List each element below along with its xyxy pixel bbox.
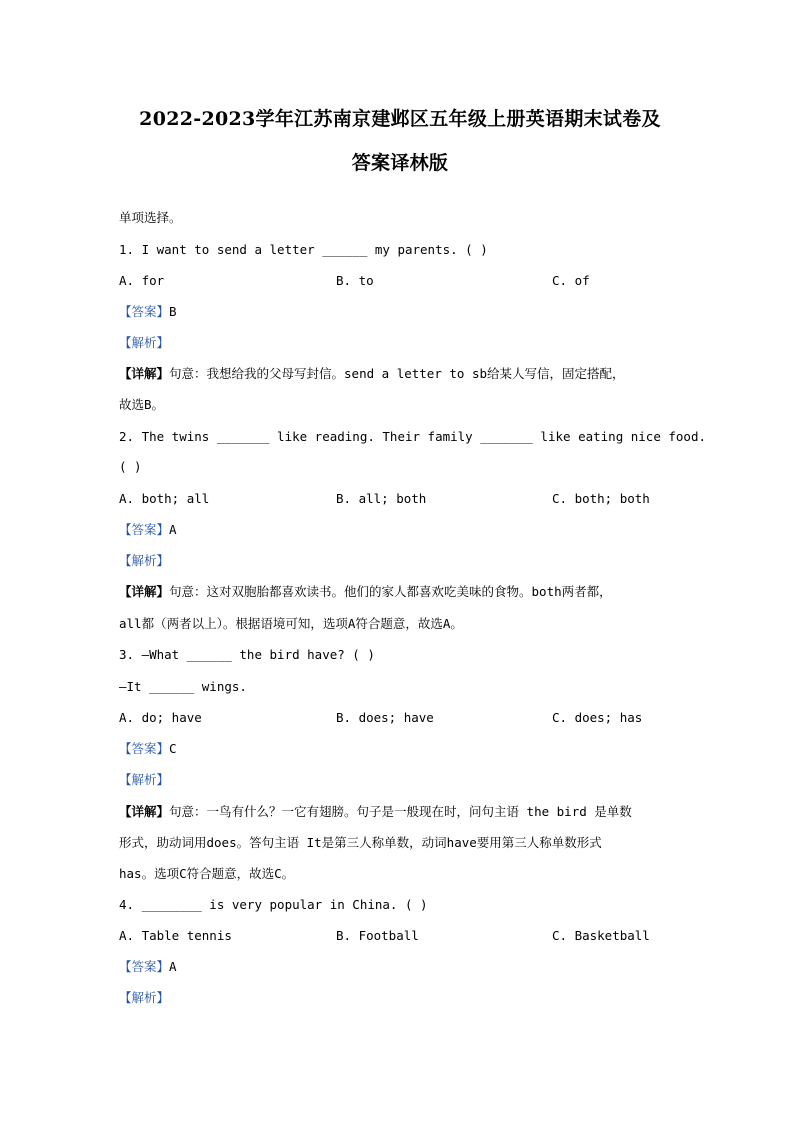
detail-text: 句意：我想给我的父母写封信。send a letter to sb给某人写信，固定搭配， <box>169 366 625 381</box>
question-4-option-a: A. Table tennis <box>119 928 232 943</box>
question-2-option-b: B. all; both <box>336 491 427 506</box>
question-3-option-b: B. does; have <box>336 710 434 725</box>
detail-text: 句意：这对双胞胎都喜欢读书。他们的家人都喜欢吃美味的食物。both两者都， <box>169 584 612 599</box>
answer-label: 【答案】 <box>119 522 170 537</box>
question-2-answer <box>119 520 177 538</box>
question-2-option-a: A. both; all <box>119 491 210 506</box>
answer-value: C <box>169 741 177 756</box>
question-1-option-c: C. of <box>552 273 590 288</box>
question-1-option-b: B. to <box>336 273 374 288</box>
question-1-stem: 1. I want to send a letter ______ my parents. ( ) <box>119 242 488 257</box>
answer-label: 【答案】 <box>119 304 170 319</box>
question-3-answer <box>119 739 177 757</box>
answer-value: A <box>169 522 177 537</box>
question-3-option-c: C. does; has <box>552 710 643 725</box>
question-4-analysis-label: 【解析】 <box>119 990 170 1005</box>
answer-label: 【答案】 <box>119 741 170 756</box>
question-4-answer <box>119 957 177 975</box>
question-3-detail-line-2: 形式，助动词用does。答句主语 It是第三人称单数，动词have要用第三人称单数形式 <box>119 835 602 850</box>
question-4-option-b: B. Football <box>336 928 419 943</box>
question-3-option-a: A. do; have <box>119 710 202 725</box>
detail-label: 【详解】 <box>119 366 170 381</box>
question-1-option-a: A. for <box>119 273 165 288</box>
section-heading: 单项选择。 <box>119 210 182 225</box>
question-4-option-c: C. Basketball <box>552 928 650 943</box>
question-2-analysis-label: 【解析】 <box>119 553 170 568</box>
question-4-stem: 4. ________ is very popular in China. ( ) <box>119 897 428 912</box>
detail-label: 【详解】 <box>119 584 170 599</box>
question-2-stem-bracket: ( ) <box>119 459 142 474</box>
question-3-stem: 3. —What ______ the bird have? ( ) <box>119 647 375 662</box>
answer-value: A <box>169 959 177 974</box>
question-1-answer <box>119 302 177 320</box>
question-3-detail-line-1 <box>119 802 632 820</box>
question-3-detail-line-3: has。选项C符合题意，故选C。 <box>119 866 295 881</box>
answer-value: B <box>169 304 177 319</box>
document-title-line-2: 答案译林版 <box>351 152 449 174</box>
question-3-stem-reply: —It ______ wings. <box>119 679 247 694</box>
question-2-option-c: C. both; both <box>552 491 650 506</box>
detail-text: 句意：一鸟有什么？一它有翅膀。句子是一般现在时，问句主语 the bird 是单数 <box>169 804 632 819</box>
question-3-analysis-label: 【解析】 <box>119 772 170 787</box>
question-1-detail-line-1 <box>119 364 625 382</box>
question-2-detail-line-2: all都（两者以上）。根据语境可知，选项A符合题意，故选A。 <box>119 616 463 631</box>
answer-label: 【答案】 <box>119 959 170 974</box>
detail-label: 【详解】 <box>119 804 170 819</box>
question-1-analysis-label: 【解析】 <box>119 335 170 350</box>
question-2-stem: 2. The twins _______ like reading. Their family _______ like eating nice food. <box>119 429 706 444</box>
question-2-detail-line-1 <box>119 582 612 600</box>
question-1-detail-line-2: 故选B。 <box>119 397 165 412</box>
document-title-line-1: 2022-2023学年江苏南京建邺区五年级上册英语期末试卷及 <box>139 108 661 130</box>
